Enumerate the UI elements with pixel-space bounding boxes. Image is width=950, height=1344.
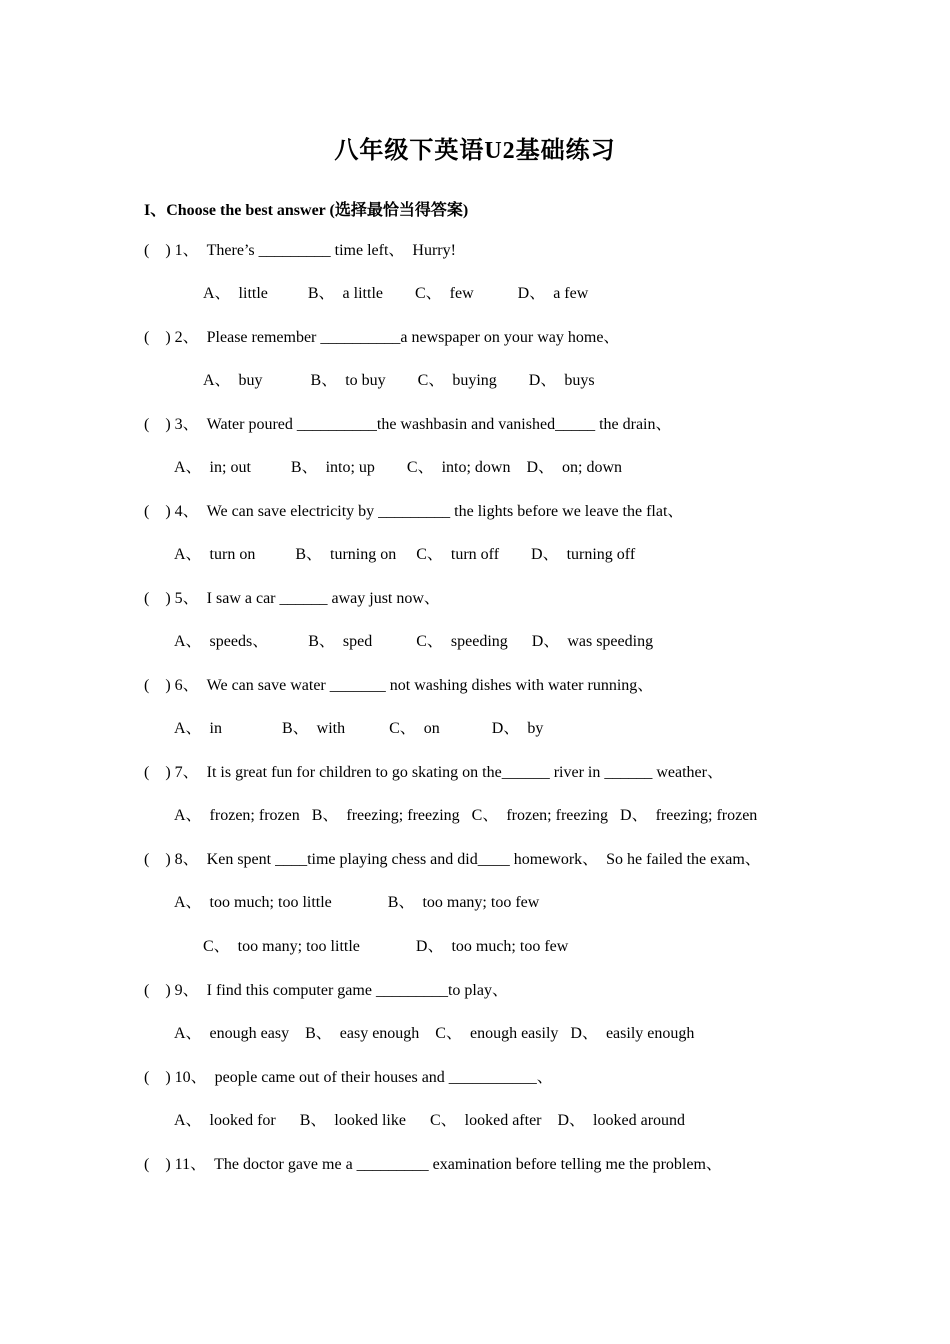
question-11: ( ) 11、 The doctor gave me a _________ examination before telling me the problem、	[144, 1156, 722, 1173]
page-title: 八年级下英语U2基础练习	[334, 138, 616, 164]
question-7: ( ) 7、 It is great fun for children to go skating on the______ river in ______ weather、	[144, 764, 723, 781]
options-3: A、 in; out B、 into; up C、 into; down D、 on; down	[174, 459, 623, 476]
question-5: ( ) 5、 I saw a car ______ away just now、	[144, 590, 440, 607]
options-8a: A、 too much; too little B、 too many; too few	[174, 894, 540, 911]
question-4: ( ) 4、 We can save electricity by _________ the lights before we leave the flat、	[144, 503, 684, 520]
options-4: A、 turn on B、 turning on C、 turn off D、 turning off	[174, 546, 636, 563]
question-9: ( ) 9、 I find this computer game _________to play、	[144, 982, 508, 999]
options-6: A、 in B、 with C、 on D、 by	[174, 720, 544, 737]
question-3: ( ) 3、 Water poured __________the washbasin and vanished_____ the drain、	[144, 416, 672, 433]
options-8b: C、 too many; too little D、 too much; too few	[203, 938, 569, 955]
options-9: A、 enough easy B、 easy enough C、 enough easily D、 easily enough	[174, 1025, 695, 1042]
options-5: A、 speeds、 B、 sped C、 speeding D、 was speeding	[174, 633, 654, 650]
question-6: ( ) 6、 We can save water _______ not washing dishes with water running、	[144, 677, 654, 694]
question-1: ( ) 1、 There’s _________ time left、 Hurry!	[144, 242, 456, 259]
options-1: A、 little B、 a little C、 few D、 a few	[203, 285, 589, 302]
question-2: ( ) 2、 Please remember __________a newspaper on your way home、	[144, 329, 620, 346]
question-10: ( ) 10、 people came out of their houses and ___________、	[144, 1069, 553, 1086]
question-8: ( ) 8、 Ken spent ____time playing chess and did____ homework、 So he failed the exam、	[144, 851, 761, 868]
options-10: A、 looked for B、 looked like C、 looked after D、 looked around	[174, 1112, 686, 1129]
section-heading: I、Choose the best answer (选择最恰当得答案)	[144, 202, 469, 219]
options-7: A、 frozen; frozen B、 freezing; freezing C、 frozen; freezing D、 freezing; frozen	[174, 807, 758, 824]
options-2: A、 buy B、 to buy C、 buying D、 buys	[203, 372, 595, 389]
